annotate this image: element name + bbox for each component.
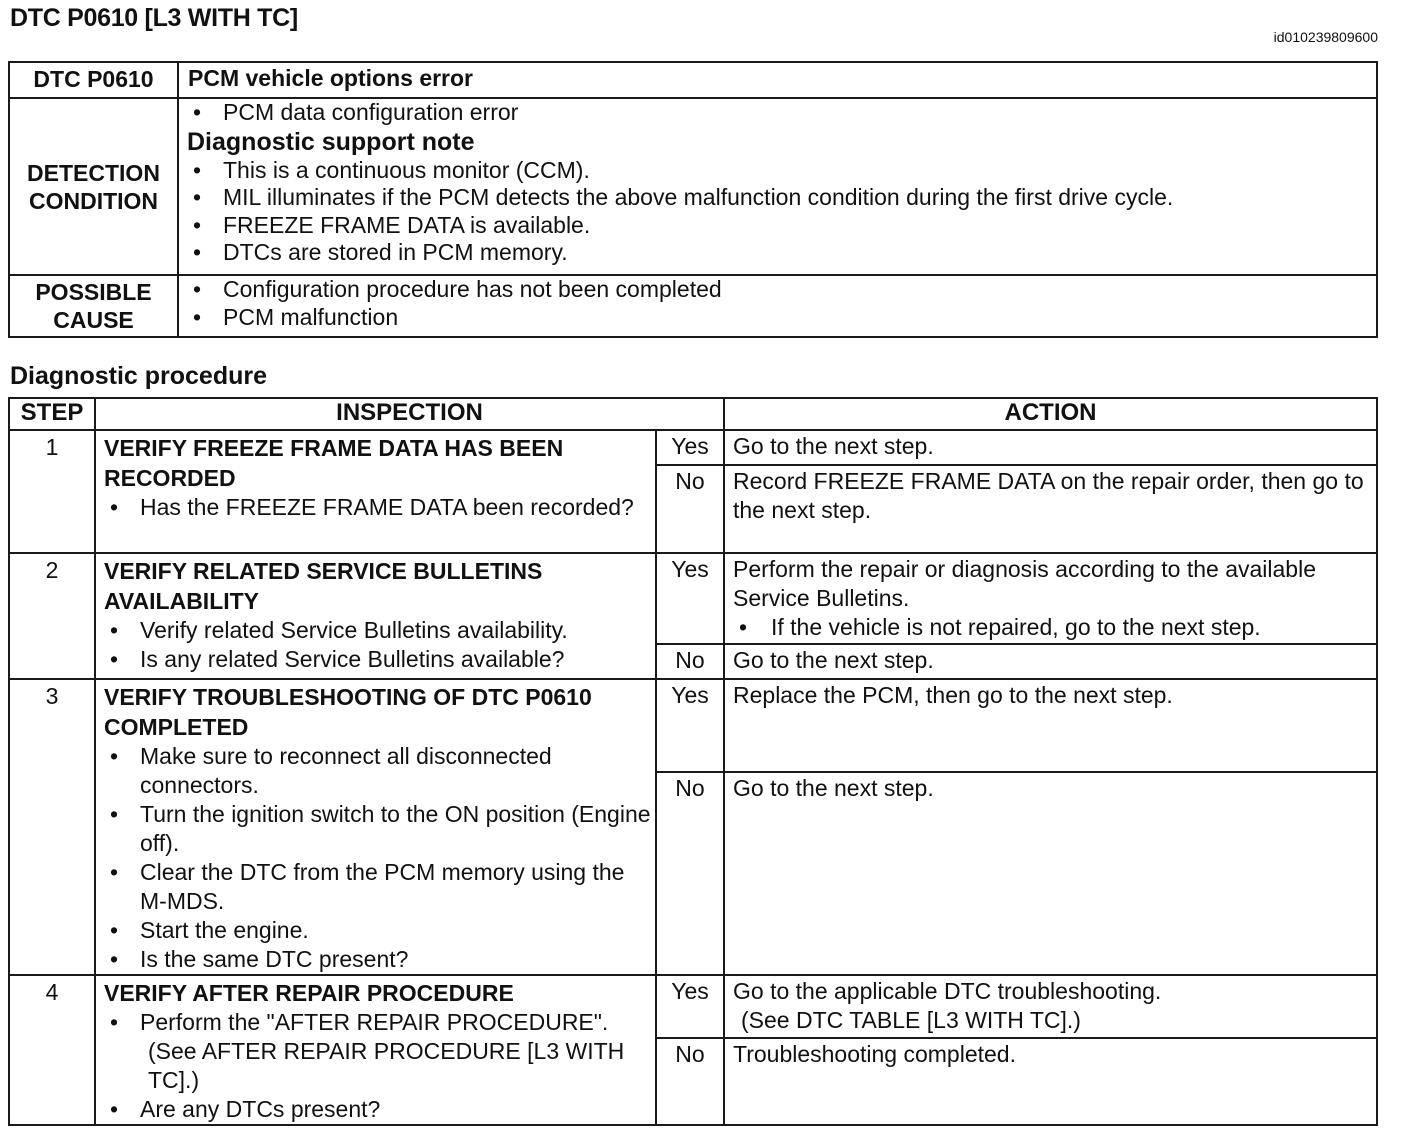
detection-condition-label: DETECTION CONDITION: [9, 98, 178, 275]
diagnostic-procedure-table: [8, 397, 1378, 1126]
list-item: • Has the FREEZE FRAME DATA been recorded?: [104, 493, 651, 522]
document-id: id010239809600: [1273, 29, 1378, 45]
yes-label: Yes: [656, 975, 724, 1038]
yes-action: Perform the repair or diagnosis according to the available Service Bulletins. • If the vehicle is not repaired, go to the next step.: [724, 553, 1377, 644]
support-note-title: Diagnostic support note: [187, 127, 475, 156]
no-action: Go to the next step.: [724, 772, 1377, 976]
list-item: • Is any related Service Bulletins available?: [104, 645, 651, 674]
no-label: No: [656, 1038, 724, 1125]
no-label: No: [656, 772, 724, 976]
list-item: • Clear the DTC from the PCM memory using the M-MDS.: [104, 858, 651, 916]
dtc-description-cell: PCM vehicle options error: [178, 62, 1377, 98]
yes-action: Go to the next step.: [724, 430, 1377, 465]
step-inspection: [95, 975, 656, 1125]
step-number: 4: [9, 975, 95, 1125]
list-item: • PCM malfunction: [187, 304, 1376, 332]
list-item: • Configuration procedure has not been completed: [187, 276, 1376, 304]
dtc-summary-table: [8, 61, 1378, 338]
cross-reference: (See AFTER REPAIR PROCEDURE [L3 WITH TC].): [148, 1038, 625, 1093]
step-heading: VERIFY RELATED SERVICE BULLETINS AVAILABILITY: [104, 558, 543, 614]
list-item: • DTCs are stored in PCM memory.: [187, 239, 1376, 267]
list-item: • MIL illuminates if the PCM detects the above malfunction condition during the first drive cycle.: [187, 184, 1376, 212]
step-heading: VERIFY FREEZE FRAME DATA HAS BEEN RECORDED: [104, 435, 564, 491]
page-title: DTC P0610 [L3 WITH TC]: [10, 4, 298, 32]
no-label: No: [656, 465, 724, 553]
yes-action: Go to the applicable DTC troubleshooting. (See DTC TABLE [L3 WITH TC].): [724, 975, 1377, 1038]
no-action: Troubleshooting completed.: [724, 1038, 1377, 1125]
no-action: Record FREEZE FRAME DATA on the repair order, then go to the next step.: [724, 465, 1377, 553]
list-item: • FREEZE FRAME DATA is available.: [187, 212, 1376, 240]
list-item: • If the vehicle is not repaired, go to the next step.: [733, 613, 1370, 642]
step-heading: VERIFY AFTER REPAIR PROCEDURE: [104, 980, 514, 1006]
step-inspection: [95, 430, 656, 553]
step-inspection: [95, 553, 656, 679]
step-heading: VERIFY TROUBLESHOOTING OF DTC P0610 COMPLETED: [104, 684, 592, 740]
procedure-title: Diagnostic procedure: [10, 362, 267, 390]
column-header-action: ACTION: [724, 398, 1377, 430]
no-action: Go to the next step.: [724, 644, 1377, 679]
no-label: No: [656, 644, 724, 679]
yes-label: Yes: [656, 679, 724, 772]
list-item: • Turn the ignition switch to the ON position (Engine off).: [104, 800, 651, 858]
list-item: • This is a continuous monitor (CCM).: [187, 157, 1376, 185]
column-header-inspection: INSPECTION: [95, 398, 724, 430]
list-item: • Perform the "AFTER REPAIR PROCEDURE". (See AFTER REPAIR PROCEDURE [L3 WITH TC].): [104, 1008, 651, 1095]
yes-label: Yes: [656, 430, 724, 465]
detection-condition-cell: [178, 98, 1377, 275]
list-item: • Are any DTCs present?: [104, 1095, 651, 1124]
list-item: • Make sure to reconnect all disconnected connectors.: [104, 742, 651, 800]
step-number: 3: [9, 679, 95, 975]
list-item: • Start the engine.: [104, 916, 651, 945]
list-item: • Verify related Service Bulletins availability.: [104, 616, 651, 645]
dtc-code-cell: DTC P0610: [9, 62, 178, 98]
list-item: • PCM data configuration error: [187, 99, 1376, 127]
column-header-step: STEP: [9, 398, 95, 430]
list-item: • Is the same DTC present?: [104, 945, 651, 974]
yes-action: Replace the PCM, then go to the next step.: [724, 679, 1377, 772]
possible-cause-label: POSSIBLE CAUSE: [9, 275, 178, 337]
step-number: 2: [9, 553, 95, 679]
step-number: 1: [9, 430, 95, 553]
possible-cause-cell: [178, 275, 1377, 337]
step-inspection: [95, 679, 656, 975]
yes-label: Yes: [656, 553, 724, 644]
cross-reference: (See DTC TABLE [L3 WITH TC].): [741, 1007, 1081, 1033]
